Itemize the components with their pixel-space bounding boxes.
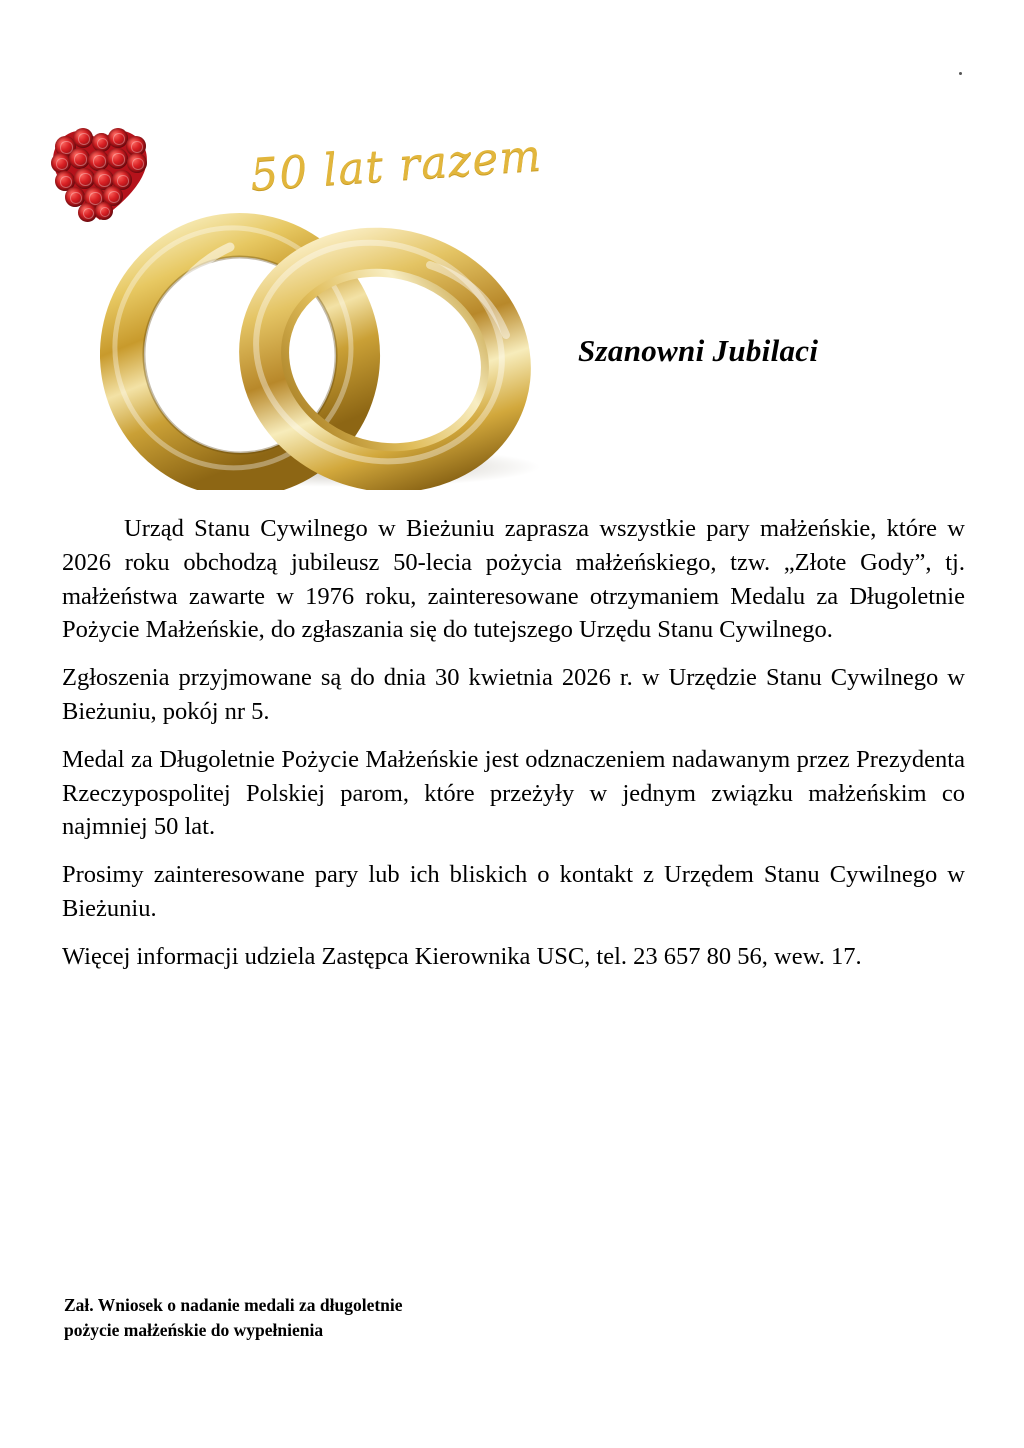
paragraph-4: Prosimy zainteresowane pary lub ich bliskich o kontakt z Urzędem Stanu Cywilnego w Bieżuniu.	[62, 861, 965, 922]
salutation-heading: Szanowni Jubilaci	[578, 333, 819, 368]
paragraph-5: Więcej informacji udziela Zastępca Kierownika USC, tel. 23 657 80 56, wew. 17.	[62, 942, 862, 970]
footer-attachment-note	[64, 1293, 584, 1343]
script-banner: 50 lat razem	[248, 129, 544, 202]
paragraph-3: Medal za Długoletnie Pożycie Małżeńskie jest odznaczeniem nadawanym przez Prezydenta Rzeczypospolitej Polskiej parom, które przeżyły w jednym związku małżeńskim co najmniej 50 lat.	[62, 745, 965, 841]
footer-line-2: pożycie małżeńskie do wypełnienia	[64, 1319, 324, 1340]
body-text	[62, 512, 965, 988]
header-graphic	[40, 110, 600, 490]
paragraph-2: Zgłoszenia przyjmowane są do dnia 30 kwietnia 2026 r. w Urzędzie Stanu Cywilnego w Bieżuniu, pokój nr 5.	[62, 664, 965, 725]
page-artifact-dot	[959, 72, 962, 75]
footer-line-1: Zał. Wniosek o nadanie medali za długoletnie	[64, 1295, 403, 1315]
paragraph-1: Urząd Stanu Cywilnego w Bieżuniu zaprasza wszystkie pary małżeńskie, które w 2026 roku obchodzą jubileusz 50-lecia pożycia małżeńskiego, tzw. „Złote Gody”, tj. małżeństwa zawarte w 1976 roku, zainteresowane otrzymaniem Medalu za Długoletnie Pożycie Małżeńskie, do zgłaszania się do tutejszego Urzędu Stanu Cywilnego.	[62, 515, 965, 644]
wedding-rings-icon	[100, 205, 600, 490]
